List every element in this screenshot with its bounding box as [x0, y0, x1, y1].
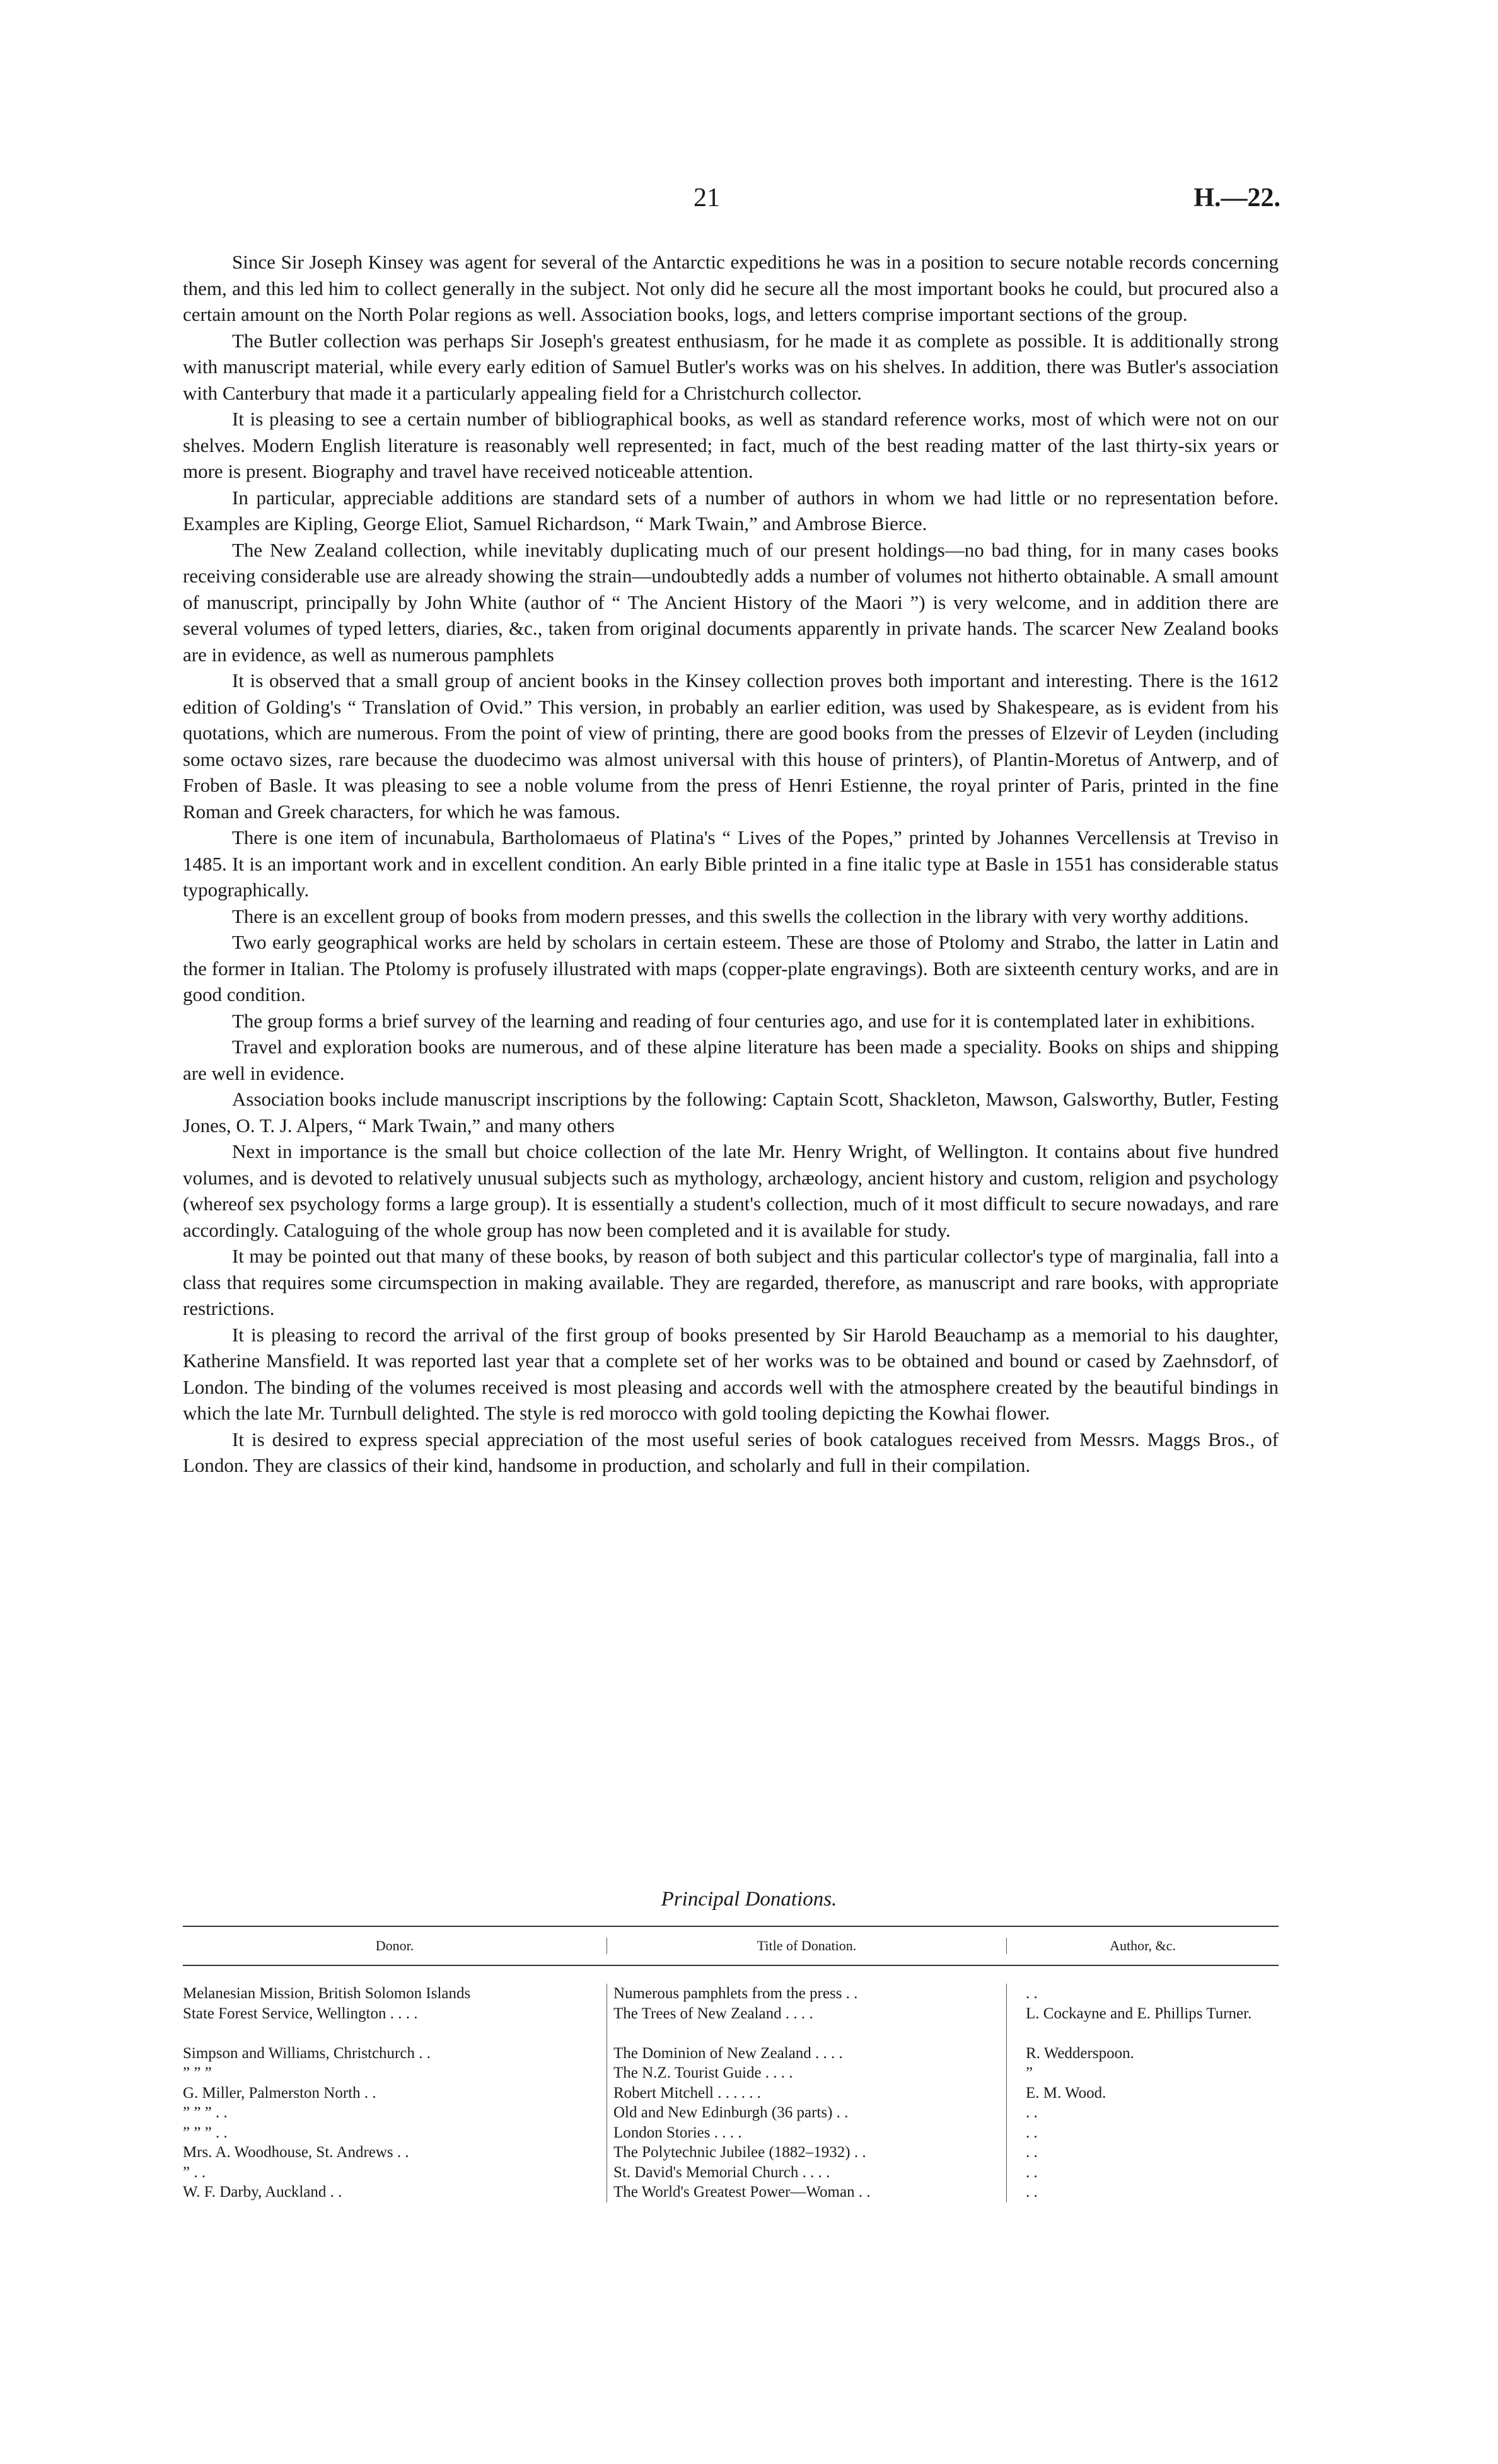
paragraph-standard-sets: In particular, appreciable additions are standard sets of a number of authors in whom we had little or no representation before. Examples are Kipling, George Eliot, Samuel Richardson, “ Mark Twain,” and Ambrose Bierce.: [183, 486, 1279, 535]
title-cell: London Stories . . . .: [613, 2124, 742, 2141]
title-cell: The World's Greatest Power—Woman . .: [613, 2183, 871, 2201]
donor-cell: State Forest Service, Wellington . . . .: [183, 2004, 418, 2022]
paragraph-new-zealand: The New Zealand collection, while inevitably duplicating much of our present holdings—no bad thing, for in many cases books receiving considerable use are already showing the strain—undoubtedly adds a number of volumes not hitherto obtainable. A small amount of manuscript, principally by John White (author of “ The Ancient History of the Maori ”) is very welcome, and in addition there are several volumes of typed letters, diaries, &c., taken from original documents apparently in private hands. The scarcer New Zealand books are in evidence, as well as numerous pamphlets: [183, 538, 1279, 666]
author-cell: . .: [1026, 2163, 1038, 2181]
title-cell: Old and New Edinburgh (36 parts) . .: [613, 2104, 849, 2121]
author-cell: . .: [1026, 1985, 1038, 2002]
donor-cell: ” . .: [183, 2163, 206, 2181]
paragraph-restrictions: It may be pointed out that many of these books, by reason of both subject and this particular collector's type of marginalia, fall into a class that requires some circumspection in making available. They are regarded, therefore, as manuscript and rare books, with appropriate restrictions.: [183, 1245, 1279, 1319]
donations-table: [183, 1926, 1279, 2202]
paragraph-modern-presses: There is an excellent group of books from modern presses, and this swells the collection in the library with very worthy additions.: [232, 905, 1249, 927]
title-cell: The Polytechnic Jubilee (1882–1932) . .: [613, 2144, 866, 2161]
header-donor: Donor.: [375, 1938, 414, 1953]
paragraph-mansfield: It is pleasing to record the arrival of the first group of books presented by Sir Harold Beauchamp as a memorial to his daughter, Katherine Mansfield. It was reported last year that a complete set of her works was to be obtained and bound or cased by Zaehnsdorf, of London. The binding of the volumes received is most pleasing and accords well with the atmosphere created by the beautiful bindings in which the late Mr. Turnbull delighted. The style is red morocco with gold tooling depicting the Kowhai flower.: [183, 1323, 1279, 1424]
author-cell: . .: [1026, 2104, 1038, 2121]
title-cell: The N.Z. Tourist Guide . . . .: [613, 2064, 793, 2081]
author-cell: R. Wedderspoon.: [1026, 2044, 1134, 2062]
donor-cell: ” ” ” . .: [183, 2124, 228, 2141]
author-cell: ”: [1026, 2064, 1033, 2081]
paragraph-wright: Next in importance is the small but choice collection of the late Mr. Henry Wright, of Wellington. It contains about five hundred volumes, and is devoted to relatively unusual subjects such as mythology, archæology, ancient history and custom, religion and psychology (whereof sex psychology forms a large group). It is essentially a student's collection, much of it most difficult to secure nowadays, and rare accordingly. Cataloguing of the whole group has now been completed and it is available for study.: [183, 1140, 1279, 1241]
donor-cell: G. Miller, Palmerston North . .: [183, 2084, 376, 2102]
body-text: [183, 249, 1279, 1479]
author-cell: . .: [1026, 2144, 1038, 2161]
table-header: [183, 1927, 1279, 1965]
paragraph-incunabula: There is one item of incunabula, Bartholomaeus of Platina's “ Lives of the Popes,” printed by Johannes Vercellensis at Treviso in 1485. It is an important work and in excellent condition. An early Bible printed in a fine italic type at Basle in 1551 has considerable status typographically.: [183, 826, 1279, 901]
title-cell: The Dominion of New Zealand . . . .: [613, 2044, 843, 2062]
paragraph-butler: The Butler collection was perhaps Sir Joseph's greatest enthusiasm, for he made it as complete as possible. It is additionally strong with manuscript material, while every early edition of Samuel Butler's works was on his shelves. In addition, there was Butler's association with Canterbury that made it a particularly appealing field for a Christchurch collector.: [183, 329, 1279, 404]
title-column: [607, 1984, 1006, 2202]
donor-cell: ” ” ” . .: [183, 2104, 228, 2121]
table-caption: Principal Donations.: [661, 1888, 837, 1911]
paragraph-geographical: Two early geographical works are held by scholars in certain esteem. These are those of Ptolomy and Strabo, the latter in Latin and the former in Italian. The Ptolomy is profusely illustrated with maps (copper-plate engravings). Both are sixteenth century works, and are in good condition.: [183, 931, 1279, 1005]
paragraph-antarctic: Since Sir Joseph Kinsey was agent for several of the Antarctic expeditions he was in a position to secure notable records concerning them, and this led him to collect generally in the subject. Not only did he secure all the most important books he could, but procured also a certain amount on the North Polar regions as well. Association books, logs, and letters comprise important sections of the group.: [183, 251, 1279, 325]
header-title: Title of Donation.: [607, 1938, 1006, 1954]
paragraph-bibliographical: It is pleasing to see a certain number of bibliographical books, as well as standard reference works, most of which were not on our shelves. Modern English literature is reasonably well represented; in fact, much of the best reading matter of the last thirty-six years or more is present. Biography and travel have received noticeable attention.: [183, 408, 1279, 482]
donor-cell: Simpson and Williams, Christchurch . .: [183, 2044, 431, 2062]
paragraph-association: Association books include manuscript inscriptions by the following: Captain Scott, Shackleton, Mawson, Galsworthy, Butler, Festing Jones, O. T. J. Alpers, “ Mark Twain,” and many others: [183, 1088, 1279, 1137]
document-reference: H.—22.: [1193, 183, 1280, 212]
header-author: Author, &c.: [1006, 1938, 1279, 1954]
page-number: 21: [694, 183, 720, 212]
title-cell: Numerous pamphlets from the press . .: [613, 1985, 858, 2002]
title-cell: Robert Mitchell . . . . . .: [613, 2084, 761, 2102]
page-header: [0, 183, 1498, 221]
author-cell: L. Cockayne and E. Phillips Turner.: [1026, 2004, 1252, 2022]
title-cell: [613, 2023, 1006, 2044]
donor-cell: W. F. Darby, Auckland . .: [183, 2183, 342, 2201]
author-column: [1006, 1984, 1279, 2202]
donor-cell: [183, 2023, 601, 2044]
author-cell: E. M. Wood.: [1026, 2084, 1106, 2102]
title-cell: St. David's Memorial Church . . . .: [613, 2163, 830, 2181]
donor-cell: ” ” ”: [183, 2064, 212, 2081]
paragraph-ancient-books: It is observed that a small group of ancient books in the Kinsey collection proves both important and interesting. There is the 1612 edition of Golding's “ Translation of Ovid.” This version, in probably an earlier edition, was used by Shakespeare, as is evident from his quotations, which are numerous. From the point of view of printing, there are good books from the presses of Elzevir of Leyden (including some octavo sizes, rare because the duodecimo was almost universal with this house of printers), of Plantin-Moretus of Antwerp, and of Froben of Basle. It was pleasing to see a noble volume from the press of Henri Estienne, the royal printer of Paris, printed in the fine Roman and Greek characters, for which he was famous.: [183, 669, 1279, 823]
paragraph-travel: Travel and exploration books are numerous, and of these alpine literature has been made a speciality. Books on ships and shipping are well in evidence.: [183, 1036, 1279, 1084]
author-cell: . .: [1026, 2183, 1038, 2201]
paragraph-survey: The group forms a brief survey of the learning and reading of four centuries ago, and use for it is contemplated later in exhibitions.: [232, 1009, 1255, 1032]
author-cell: . .: [1026, 2124, 1038, 2141]
donor-cell: Mrs. A. Woodhouse, St. Andrews . .: [183, 2144, 409, 2161]
donor-column: [183, 1984, 607, 2202]
title-cell: The Trees of New Zealand . . . .: [613, 2004, 813, 2022]
donor-cell: Melanesian Mission, British Solomon Islands: [183, 1985, 471, 2002]
table-body: [183, 1966, 1279, 2202]
paragraph-maggs: It is desired to express special appreciation of the most useful series of book catalogues received from Messrs. Maggs Bros., of London. They are classics of their kind, handsome in production, and scholarly and full in their compilation.: [183, 1428, 1279, 1476]
